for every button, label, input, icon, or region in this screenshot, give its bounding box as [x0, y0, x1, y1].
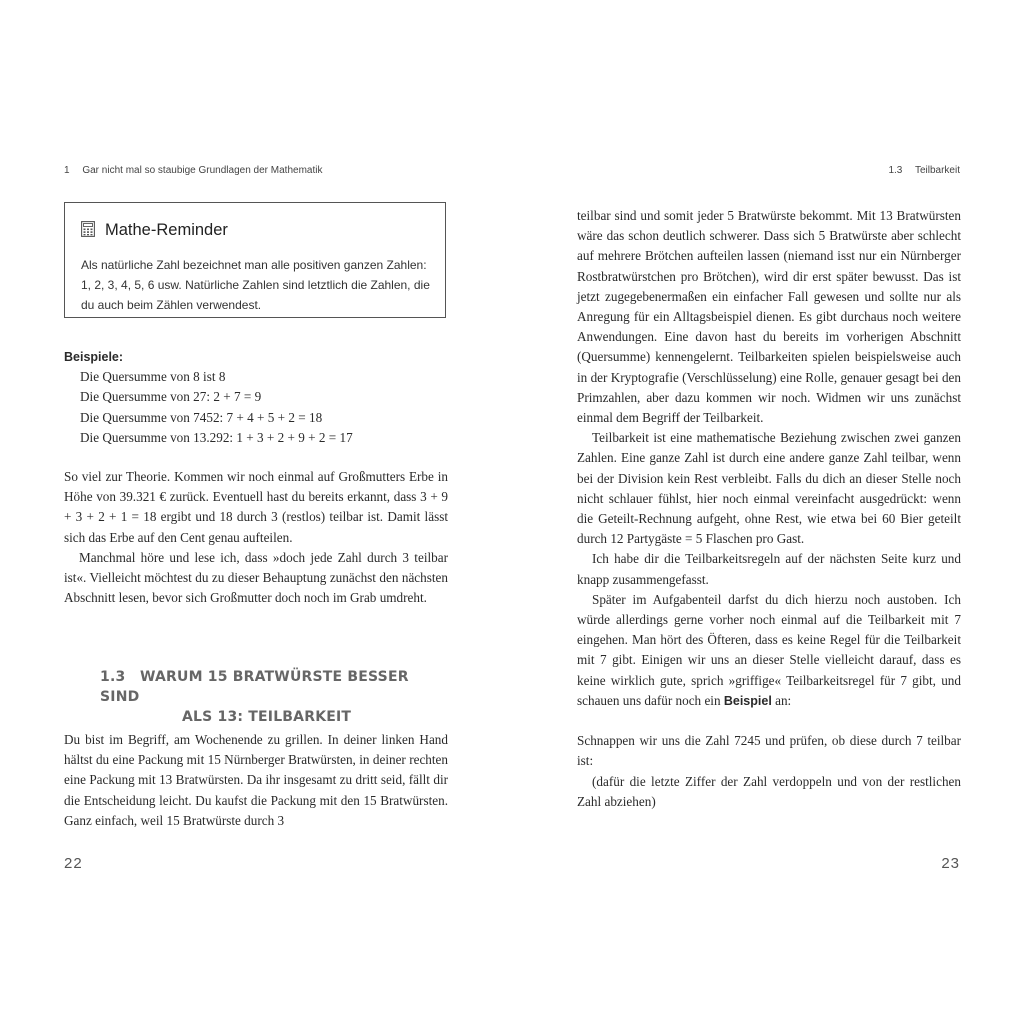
example-item: Die Quersumme von 27: 2 + 7 = 9: [80, 389, 262, 405]
running-head-right: [888, 165, 960, 176]
reminder-body: Als natürliche Zahl bezeichnet man alle positiven ganzen Zahlen: 1, 2, 3, 4, 5, 6 usw. Natürliche Zahlen sind letztlich die Zahlen, die du auch beim Zählen verwendest.: [81, 258, 430, 312]
section-heading: [100, 667, 430, 727]
chapter-number: 1: [64, 165, 70, 176]
page-number-right: 23: [941, 855, 960, 872]
paragraph: (dafür die letzte Ziffer der Zahl verdoppeln und von der restlichen Zahl abziehen): [577, 773, 961, 809]
paragraph: teilbar sind und somit jeder 5 Bratwürste bekommt. Mit 13 Bratwürsten wäre das schon deutlich schwerer. Dass sich 5 Bratwürste aber schlecht auf mehrere Brötchen aufteilen lassen (niemand isst nur ein Nürnberger Rostbratwürstchen pro Brötchen), wird dir erst später bewusst. Das ist jetzt zugegebenermaßen ein einfacher Fall gewesen und sollte nur als Anregung für ein Alltagsbeispiel dienen. Es gibt durchaus noch weitere Anwendungen. Eine davon hast du bereits im vorherigen Abschnitt (Quersumme) kennengelernt. Teilbarkeiten spielen beispielsweise auch in der Kryptografie (Verschlüsselung) eine Rolle, genauer gesagt bei den Primzahlen, aber dazu kommen wir noch. Widmen wir uns zunächst einmal dem Begriff der Teilbarkeit.: [577, 208, 961, 426]
paragraph-text-end: an:: [771, 692, 792, 708]
paragraph: Schnappen wir uns die Zahl 7245 und prüfen, ob diese durch 7 teilbar ist:: [577, 733, 961, 769]
right-text-block: [577, 206, 961, 812]
paragraph: Du bist im Begriff, am Wochenende zu grillen. In deiner linken Hand hältst du eine Packung mit 15 Nürnberger Bratwürsten, in deiner rechten eine Packung mit 13 Bratwürsten. Da ihr insgesamt zu dritt seid, fällt dir die Entscheidung leicht. Du kaufst die Packung mit den 15 Bratwürsten. Ganz einfach, weil 15 Bratwürste durch 3: [64, 732, 448, 828]
section-title-line1: WARUM 15 BRATWÜRSTE BESSER SIND: [100, 669, 409, 705]
chapter-title: Gar nicht mal so staubige Grundlagen der Mathematik: [82, 165, 323, 176]
running-head-left: [64, 165, 322, 176]
paragraph: Ich habe dir die Teilbarkeitsregeln auf der nächsten Seite kurz und knapp zusammengefasst.: [577, 551, 961, 587]
paragraph: So viel zur Theorie. Kommen wir noch einmal auf Großmutters Erbe in Höhe von 39.321 € zurück. Eventuell hast du bereits erkannt, dass 3 + 9 + 3 + 2 + 1 = 18 ergibt und 18 durch 3 (restlos) teilbar ist. Damit lässt sich das Erbe auf den Cent genau aufteilen.: [64, 469, 448, 545]
calculator-icon: [81, 221, 95, 237]
paragraph: Manchmal höre und lese ich, dass »doch jede Zahl durch 3 teilbar ist«. Vielleicht möchtest du zu dieser Behauptung zunächst den nächsten Abschnitt lesen, bevor sich Großmutter doch noch im Grab umdreht.: [64, 549, 448, 606]
left-text-block-1: [64, 467, 448, 608]
reminder-title: Mathe-Reminder: [105, 221, 228, 239]
paragraph: [577, 590, 961, 711]
bold-term: Beispiel: [723, 693, 772, 708]
left-text-block-2: [64, 730, 448, 831]
mathe-reminder-box: [64, 202, 446, 318]
example-item: Die Quersumme von 13.292: 1 + 3 + 2 + 9 + 2 = 17: [80, 429, 353, 445]
section-title-line2: ALS 13: TEILBARKEIT: [182, 709, 352, 725]
section-number-head: 1.3: [888, 165, 903, 176]
examples-block: [64, 347, 448, 448]
examples-heading: Beispiele:: [64, 350, 124, 364]
page-number-left: 22: [64, 855, 83, 872]
section-number: 1.3: [100, 669, 126, 685]
paragraph-text: Später im Aufgabenteil darfst du dich hierzu noch austoben. Ich würde allerdings gerne vorher noch einmal auf die Teilbarkeit mit 7 eingehen. Man hört des Öfteren, dass es keine Regel für die Teilbarkeit mit 7 gibt. Einigen wir uns an dieser Stelle vielleicht darauf, dass es keine wirklich gute, sprich »griffige« Teilbarkeitsregel für 7 gibt, und schauen uns dafür noch ein: [577, 591, 961, 708]
section-title-head: Teilbarkeit: [914, 165, 960, 176]
example-item: Die Quersumme von 7452: 7 + 4 + 5 + 2 = 18: [80, 409, 323, 425]
paragraph: Teilbarkeit ist eine mathematische Beziehung zwischen zwei ganzen Zahlen. Eine ganze Zahl ist durch eine andere ganze Zahl teilbar, wenn bei der Division kein Rest verbleibt. Falls du dich an dieser Stelle noch nicht schlauer fühlst, hier noch einmal vereinfacht ausgedrückt: wenn die Geteilt-Rechnung aufgeht, ohne Rest, wie etwa bei 60 Bier geteilt durch 12 Partygäste = 5 Flaschen pro Gast.: [577, 430, 961, 547]
right-page: [512, 0, 1024, 1024]
example-item: Die Quersumme von 8 ist 8: [80, 369, 226, 385]
